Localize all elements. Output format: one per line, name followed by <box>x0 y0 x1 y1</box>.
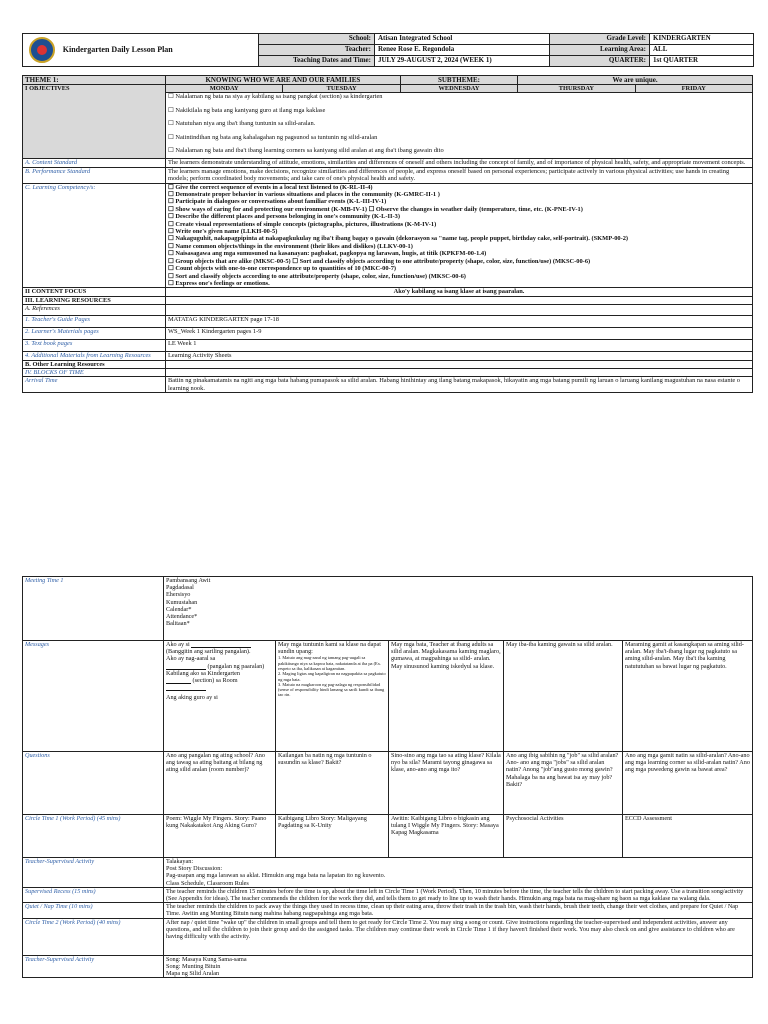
nap-time-text: The teacher reminds the children to pack away the things they used in recess time, clean up their eating area, throw their trash in the trash bin, wash their hands, brush their teeth, change their wet clothes, and prepare for Quiet / Nap Time. Awitin ang Munting Bituin nang mahina habang nagpapahinga ang mga bata. <box>164 903 753 918</box>
performance-standard-row <box>23 167 753 183</box>
message-text: (section) sa Room <box>192 677 238 685</box>
recess-row <box>23 887 753 902</box>
additional-materials-label: 4. Additional Materials from Learning Resources <box>23 352 166 360</box>
teacher-label: Teacher: <box>259 45 375 56</box>
dates-value: JULY 29-AUGUST 2, 2024 (WEEK 1) <box>375 56 550 67</box>
learners-materials-label: 2. Learner's Materials pages <box>23 328 166 340</box>
activity-line: Talakayan: <box>166 858 194 865</box>
school-label: School: <box>259 34 375 45</box>
competency-item: ☐ Sort and classify objects according to one attribute/property (shape, color, size, function/use) (MKSC-00-6) <box>168 272 466 280</box>
recess-text: The teacher reminds the children 15 minutes before the time is up, about the time left in Circle Time 1 (Work Period). Then, 10 minutes before the time, the teacher tells the children to start packing away. Use a transition song/activity (See Appendix for ideas). The teacher commends the children for the work they did, and tells them to get ready to line up to wash their hands. Himukin ang mga bata na mag-share ng baon sa mga kaklase na walang dala. <box>164 887 753 902</box>
messages-monday <box>164 641 276 752</box>
teacher-supervised-2-label: Teacher-Supervised Activity <box>23 955 164 978</box>
teacher-supervised-row <box>23 858 753 888</box>
competency-item: ☐ Nakaguguhit, nakapagpipinta at nakapagkukulay ng iba't ibang bagay o gawain (dekorasyon sa "name tag, people puppet, birthday cake, self-portrait). (SKMP-00-2) <box>168 235 629 243</box>
content-standard-row <box>23 159 753 167</box>
competency-item: ☐ Express one's feelings or emotions. <box>168 279 270 287</box>
messages-friday: Maraming gamit at kasangkapan sa aming silid-aralan. May iba't-ibang lugar ng pagkatuto sa aming silid-aralan. May iba't iba kaming natututuhan sa bawat lugar ng pagkatuto. <box>623 641 753 752</box>
teacher-supervised-label: Teacher-Supervised Activity <box>23 858 164 888</box>
circle-time-2-row <box>23 918 753 955</box>
content-standard-text: The learners demonstrate understanding of attitude, emotions, similarities and differences of oneself and others including the concept of family, and of importance of physical health, safety, and appropriate movement concepts. <box>166 159 753 167</box>
circle1-monday: Poem: Wiggle My Fingers. Story: Paano kung Nakakatakot Ang Aking Guro? <box>164 815 276 858</box>
content-focus-label: II CONTENT FOCUS <box>23 288 166 296</box>
rule-item: 1. Matuto ang mag-aaral ng tamang pag-uugali sa pakikitungo niya sa kapwa bata, nakatatanda at iba pa (Ex. respeto sa iba, kalikasan at kagamitan. <box>278 655 382 671</box>
meeting-row <box>23 577 753 641</box>
lesson-plan-page-2 <box>22 576 753 978</box>
competency-list <box>166 183 753 288</box>
questions-friday: Ano ang mga gamit natin sa silid-aralan? Ano-ano ang mga learning corner sa silid-aralan natin? Ano ang mga puwedeng gawin sa bawat area? <box>623 752 753 815</box>
questions-row <box>23 752 753 815</box>
theme-value: KNOWING WHO WE ARE AND OUR FAMILIES <box>166 76 401 85</box>
teacher-value: Renee Rose E. Regondola <box>375 45 550 56</box>
deped-seal-icon <box>29 37 55 63</box>
subtheme-value: We are unique. <box>518 76 753 85</box>
message-text: May mga tuntunin kami sa klase na dapat sundin upang: <box>278 641 381 656</box>
day-header-thursday: THURSDAY <box>518 85 635 93</box>
lesson-plan-page-1 <box>22 33 753 393</box>
teacher-supervised-2-row <box>23 955 753 978</box>
arrival-time-label: Arrival Time <box>23 377 166 393</box>
blocks-of-time-label: IV. BLOCKS OF TIME <box>23 368 166 376</box>
quarter-label: QUARTER: <box>550 56 650 67</box>
header-logo-cell <box>23 34 259 67</box>
circle-time-1-label: Circle Time 1 (Work Period) (45 mins) <box>23 815 164 858</box>
objectives-label: I OBJECTIVES <box>23 85 166 159</box>
day-header-friday: FRIDAY <box>635 85 752 93</box>
activity-line: Class Schedule, Classroom Rules <box>166 879 249 887</box>
objective-item: ☐ Natutuhan niya ang iba't ibang tuntunin sa silid-aralan. <box>168 120 316 128</box>
circle-time-2-text: After nap / quiet time "wake up" the children in small groups and tell them to get ready for Circle Time 2. You may sing a song or count. Give instructions regarding the teacher-supervised and independent activities, answer any questions, and tell the children to join their group and do the assigned tasks. The children may continue their work in Circle Time 1 if they haven't finished their work. You may also check on and give assistance to children who are having difficulty with the activity. <box>164 918 753 955</box>
message-text: Ako ay si <box>166 641 190 648</box>
circle1-thursday: Psychosocial Activities <box>504 815 623 858</box>
meeting-item: Pambansang Awit <box>166 577 211 584</box>
objective-item: ☐ Nalalaman ng bata and iba't ibang learning corners sa kaniyang silid aralan at ang iba't ibang gawain dito <box>168 147 444 155</box>
competency-label: C. Learning Competency/s: <box>23 183 166 288</box>
activity-line: Song: Masaya Kung Sama-sama <box>166 955 247 963</box>
content-focus-text: Ako'y kabilang sa isang klase at isang paaralan. <box>166 288 753 296</box>
questions-monday: Ano ang pangalan ng ating school? Ano ang tawag sa ating baitang at bilang ng ating silid aralan (room number)? <box>164 752 276 815</box>
message-text: (pangalan ng paaralan) <box>207 662 265 670</box>
additional-materials-value: Learning Activity Sheets <box>166 352 753 360</box>
area-label: Learning Area: <box>550 45 650 56</box>
school-value: Atisan Integrated School <box>375 34 550 45</box>
teachers-guide-value: MATATAG KINDERGARTEN page 17-18 <box>166 316 753 328</box>
activity-line: Mapa ng Silid Aralan <box>166 970 220 978</box>
fill-blank <box>191 641 251 648</box>
dates-label: Teaching Dates and Time: <box>259 56 375 67</box>
circle-time-2-label: Circle Time 2 (Work Period) (40 mins) <box>23 918 164 955</box>
message-text: (Banggitin ang sariling pangalan). <box>166 648 251 656</box>
day-header-tuesday: TUESDAY <box>283 85 400 93</box>
performance-standard-label: B. Performance Standard <box>23 167 166 183</box>
quarter-value: 1st QUARTER <box>650 56 754 67</box>
message-text: Kabilang ako sa Kindergarten <box>166 669 240 677</box>
header-table <box>22 33 754 67</box>
objective-item: ☐ Nalalaman ng bata na siya ay kabilang sa isang pangkat (section) sa kindergarten <box>168 93 383 101</box>
rule-item: 2. Maging ligtas ang kapaligiran na nagpapakita sa pagkatuto ng mga bata. <box>278 671 386 682</box>
teachers-guide-label: 1. Teacher's Guide Pages <box>23 316 166 328</box>
teacher-supervised-text <box>164 858 753 888</box>
day-header-monday: MONDAY <box>166 85 283 93</box>
competency-item: ☐ Describe the different places and persons belonging in one's community (K-L-II-3) <box>168 213 400 221</box>
messages-label: Messages <box>23 641 164 752</box>
rule-item: 3. Matuto na magkaroon ng pag-aalaga ng responsibilidad (sense of responsibility hindi lamang sa sarili kundi sa ibang tao rin. <box>278 681 385 698</box>
competency-item: ☐ Create visual representations of simple concepts (pictographs, pictures, illustrations (K-M-IV-1) <box>168 220 437 228</box>
circle1-wednesday: Awitin: Kaibigang Libro o bigkasin ang tulang I Wiggle My Fingers. Story: Masaya Kapag Magkasama <box>389 815 504 858</box>
area-value: ALL <box>650 45 754 56</box>
objective-item: ☐ Nakikilala ng bata ang kaniyang guro at ilang mga kaklase <box>168 106 326 114</box>
circle-time-1-row <box>23 815 753 858</box>
blocks-table <box>22 576 753 978</box>
questions-label: Questions <box>23 752 164 815</box>
activity-line: Post Story Discussion: <box>166 865 223 873</box>
competency-item: ☐ Participate in dialogues or conversations about familiar events (K-L-III-IV-1) <box>168 198 387 206</box>
messages-thursday: May iba-iba kaming gawain sa silid aralan. <box>504 641 623 752</box>
competency-item: ☐ Count objects with one-to-one correspondence up to quantities of 10 (MKC-00-7) <box>168 265 397 273</box>
messages-wednesday: May mga bata, Teacher at ibang adults sa silid aralan. Magkakasama kaming maglaro, gumawa, at magpahinga sa silid- aralan. May sinusunod kaming iskedyul sa klase. <box>389 641 504 752</box>
arrival-time-text: Batiin ng pinakamatamis na ngiti ang mga bata habang pumapasok sa silid aralan. Habang hinihintay ang ilang batang makapasok, hikayatin ang mga batang pumili ng laruan o laruang kanilang magustuhan na nasa estante o learning nook. <box>166 377 753 393</box>
other-resources-label: B. Other Learning Resources <box>23 360 166 368</box>
meeting-item: Calendar* <box>166 605 192 613</box>
performance-standard-text: The learners manage emotions, make decisions, recognize similarities and differences of people, and express oneself based on personal experiences; participate actively in various physical activities; use hands in creating models; perform coordinated body movements; and take care of one's physical health and safety. <box>166 167 753 183</box>
teacher-supervised-2-text <box>164 955 753 978</box>
competency-item: ☐ Group objects that are alike (MKSC-00-5) ☐ Sort and classify objects according to one attribute/property (shape, color, size, function/use) (MKSC-00-6) <box>168 257 591 265</box>
textbook-value: LE Week 1 <box>166 340 753 352</box>
fill-blank <box>166 663 206 670</box>
meeting-item: Pagdadasal <box>166 584 194 592</box>
messages-row <box>23 641 753 752</box>
circle1-friday: ECCD Assessment <box>623 815 753 858</box>
circle1-tuesday: Kaibigang Libro Story: Maligayang Pagdating sa K-Unity <box>276 815 389 858</box>
grade-label: Grade Level: <box>550 34 650 45</box>
activity-line: Song: Munting Bituin <box>166 962 221 970</box>
learning-resources-label: III. LEARNING RESOURCES <box>23 296 166 304</box>
objectives-row <box>23 85 753 93</box>
messages-tuesday <box>276 641 389 752</box>
learners-materials-value: WS_Week 1 Kindergarten pages 1-9 <box>166 328 753 340</box>
meeting-item: Kumustahan <box>166 598 198 606</box>
fill-blank <box>166 684 206 691</box>
questions-wednesday: Sino-sino ang mga tao sa ating klase? Kilala nyo ba sila? Marami tayong ginagawa sa klase, ano-ano ang mga ito? <box>389 752 504 815</box>
meeting-time-list <box>164 577 753 641</box>
competency-row <box>23 183 753 288</box>
activity-line: Pag-usapan ang mga larawan sa aklat. Himukin ang mga bata na lapatan ito ng kuwento. <box>166 872 386 880</box>
questions-thursday: Ano ang ibig sabihin ng "job" sa silid aralan? Ano- ano ang mga "jobs" sa silid aralan natin? Anong "job"ang gusto mong gawin? Mahalaga ba na ang bawat isa ay may job? Bakit? <box>504 752 623 815</box>
references-label: A. References <box>23 305 166 316</box>
nap-time-label: Quiet / Nap Time (10 mins) <box>23 903 164 918</box>
message-text: Ang aking guro ay si <box>166 694 218 702</box>
theme-row <box>23 76 753 85</box>
competency-item: ☐ Demonstrate proper behavior in various situations and places in the community (K-GMRC-II-1 ) <box>168 191 440 199</box>
textbook-label: 3. Text book pages <box>23 340 166 352</box>
objectives-table <box>22 75 753 393</box>
theme-label: THEME 1: <box>23 76 166 85</box>
competency-item: ☐ Show ways of caring for and protecting our environment (K-MB-IV-1) ☐ Observe the changes in weather daily (temperature, time, etc. (K-PNE-IV-1) <box>168 205 583 213</box>
meeting-time-label: Meeting Time 1 <box>23 577 164 641</box>
meeting-item: Attendance* <box>166 613 198 621</box>
day-header-wednesday: WEDNESDAY <box>400 85 517 93</box>
nap-row <box>23 903 753 918</box>
competency-item: ☐ Write one's given name (LLKH-00-5) <box>168 228 278 236</box>
recess-label: Supervised Recess (15 mins) <box>23 887 164 902</box>
content-standard-label: A. Content Standard <box>23 159 166 167</box>
content-focus-row <box>23 288 753 296</box>
questions-tuesday: Kailangan ba natin ng mga tuntunin o susundin sa klase? Bakit? <box>276 752 389 815</box>
document-title: Kindergarten Daily Lesson Plan <box>62 45 173 54</box>
competency-item: ☐ Name common objects/things in the environment (their likes and dislikes) (LLKV-00-1) <box>168 242 413 250</box>
objectives-list <box>166 93 753 159</box>
objective-item: ☐ Naiintindihan ng bata ang kahalagahan ng pagsunod sa tuntunin ng silid-aralan <box>168 133 378 141</box>
message-text: Ako ay nag-aaral sa <box>166 655 216 663</box>
fill-blank <box>166 677 191 684</box>
subtheme-label: SUBTHEME: <box>400 76 517 85</box>
grade-value: KINDERGARTEN <box>650 34 754 45</box>
meeting-item: Balitaan* <box>166 620 190 628</box>
competency-item: ☐ Naisasagawa ang mga sumusunod na kasanayan: pagbakat, pagkopya ng larawan, hugis, at titik (KPKFM-00-1.4) <box>168 250 487 258</box>
meeting-item: Ehersisyo <box>166 591 191 599</box>
competency-item: ☐ Give the correct sequence of events in a local text listened to (K-RL-II-4) <box>168 183 373 191</box>
